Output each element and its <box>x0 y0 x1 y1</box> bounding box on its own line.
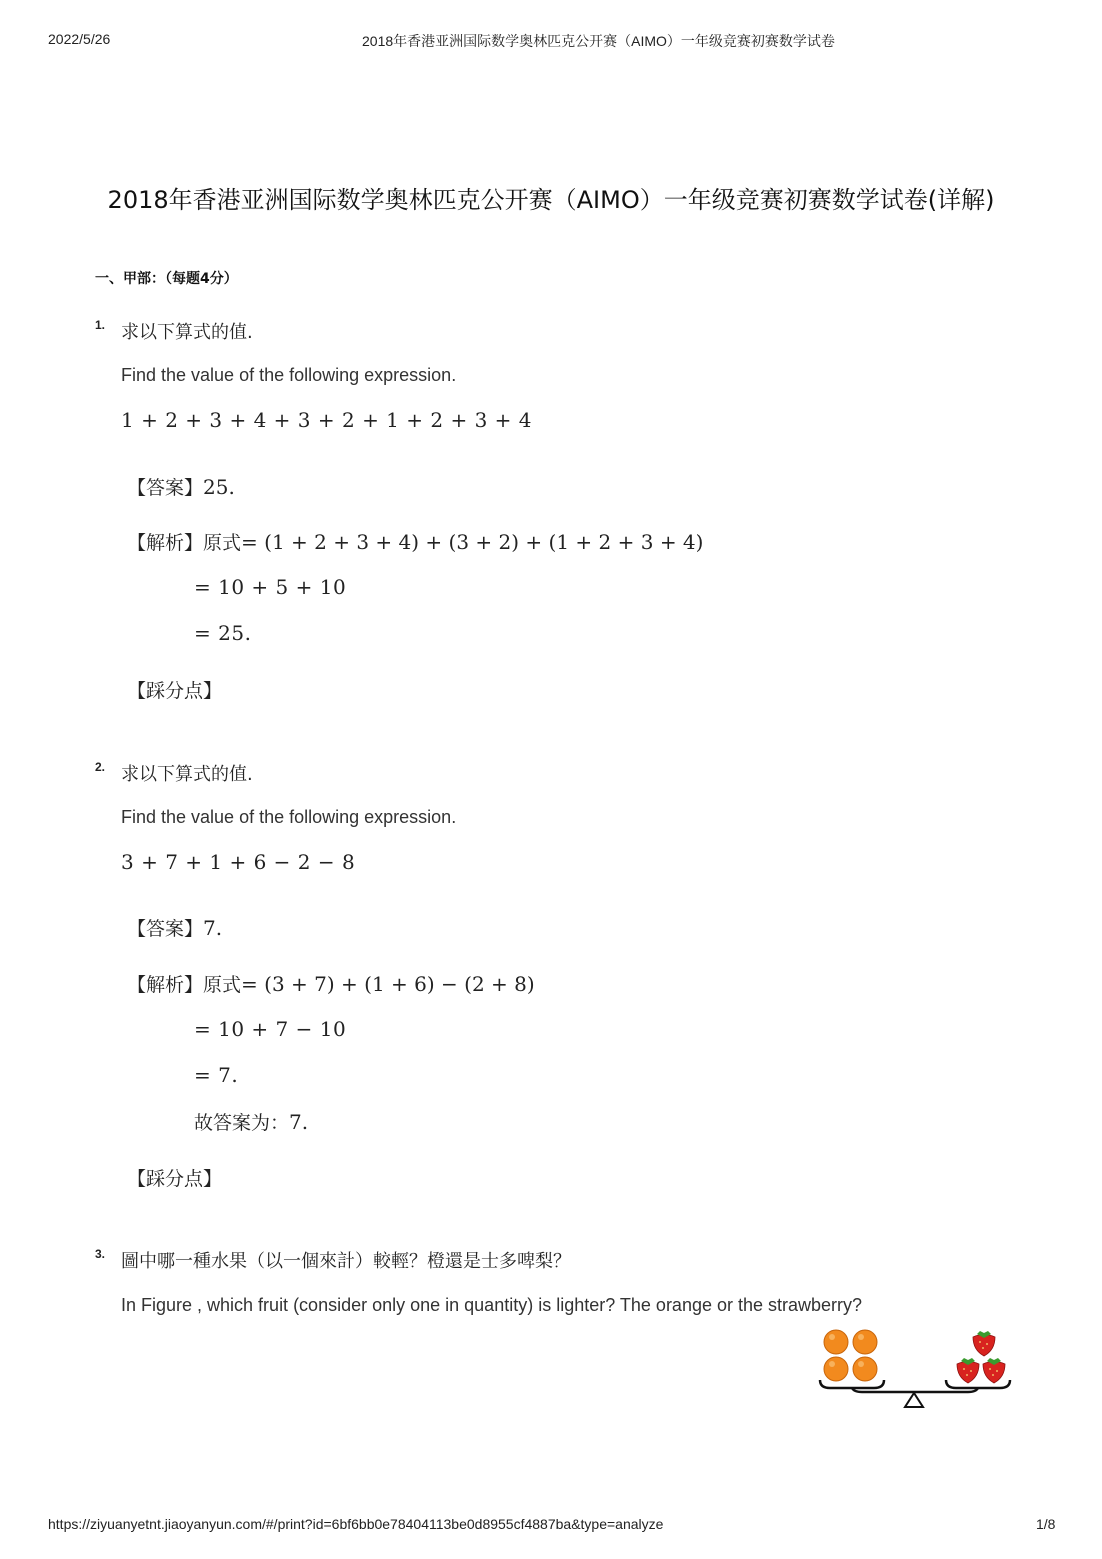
print-header-title: 2018年香港亚洲国际数学奥林匹克公开赛（AIMO）一年级竞赛初赛数学试卷 <box>362 33 835 49</box>
question-text-cn: 求以下算式的值. <box>121 764 253 785</box>
scoring-points-label: 【踩分点】 <box>127 680 223 702</box>
question-text-en: In Figure , which fruit (consider only one in quantity) is lighter? The orange or the strawberry? <box>121 1295 863 1315</box>
question-number: 1. <box>95 318 106 332</box>
print-footer-url[interactable]: https://ziyuanyetnt.jiaoyanyun.com/#/print?id=6bf6bb0e78404113be0d8955cf4887ba&type=analyze <box>48 1516 664 1532</box>
answer-value: 7. <box>203 916 223 940</box>
section-heading: 一、甲部：（每题4分） <box>95 271 238 287</box>
question-number: 3. <box>95 1247 106 1261</box>
question-text-cn: 圖中哪一種水果（以一個來計）較輕？橙還是士多啤梨？ <box>121 1251 571 1272</box>
question-expression: 1 + 2 + 3 + 4 + 3 + 2 + 1 + 2 + 3 + 4 <box>121 408 532 432</box>
analysis-line-3: = 7. <box>194 1063 239 1087</box>
question-text-en: Find the value of the following expression. <box>121 365 457 385</box>
analysis-prefix: 原式 <box>203 974 242 996</box>
answer-line <box>127 914 222 941</box>
right-pan <box>946 1380 1010 1388</box>
page-number: 1/8 <box>1036 1516 1056 1532</box>
conclusion-label: 故答案为： <box>194 1112 290 1134</box>
question-expression: 3 + 7 + 1 + 6 − 2 − 8 <box>121 850 356 874</box>
fulcrum-triangle <box>905 1393 923 1407</box>
orange-icon <box>824 1330 848 1354</box>
analysis-expression: = (1 + 2 + 3 + 4) + (3 + 2) + (1 + 2 + 3 + 4) <box>241 530 704 554</box>
document-title: 2018年香港亚洲国际数学奥林匹克公开赛（AIMO）一年级竞赛初赛数学试卷(详解) <box>107 186 995 214</box>
analysis-prefix: 原式 <box>203 532 242 554</box>
analysis-line-1 <box>127 528 703 555</box>
orange-icon <box>853 1357 877 1381</box>
left-pan <box>820 1380 884 1388</box>
answer-label: 【答案】 <box>127 918 204 940</box>
scoring-points-label: 【踩分点】 <box>127 1168 223 1190</box>
analysis-line-2: = 10 + 7 − 10 <box>194 1017 347 1041</box>
analysis-label: 【解析】 <box>127 974 204 996</box>
question-number: 2. <box>95 760 106 774</box>
analysis-line-3: = 25. <box>194 621 252 645</box>
question-text-en: Find the value of the following expression. <box>121 807 457 827</box>
answer-value: 25. <box>203 475 235 499</box>
analysis-expression: = (3 + 7) + (1 + 6) − (2 + 8) <box>241 972 535 996</box>
analysis-label: 【解析】 <box>127 532 204 554</box>
conclusion-value: 7. <box>289 1110 309 1134</box>
strawberry-icon <box>973 1331 995 1356</box>
balance-scale-figure <box>818 1322 1014 1414</box>
orange-icon <box>853 1330 877 1354</box>
analysis-line-1 <box>127 970 535 997</box>
answer-line <box>127 473 235 500</box>
print-date: 2022/5/26 <box>48 31 111 47</box>
analysis-line-2: = 10 + 5 + 10 <box>194 575 347 599</box>
strawberry-icon <box>983 1358 1005 1383</box>
question-text-cn: 求以下算式的值. <box>121 322 253 343</box>
orange-icon <box>824 1357 848 1381</box>
strawberry-icon <box>957 1358 979 1383</box>
analysis-line-4 <box>194 1108 308 1135</box>
answer-label: 【答案】 <box>127 477 204 499</box>
